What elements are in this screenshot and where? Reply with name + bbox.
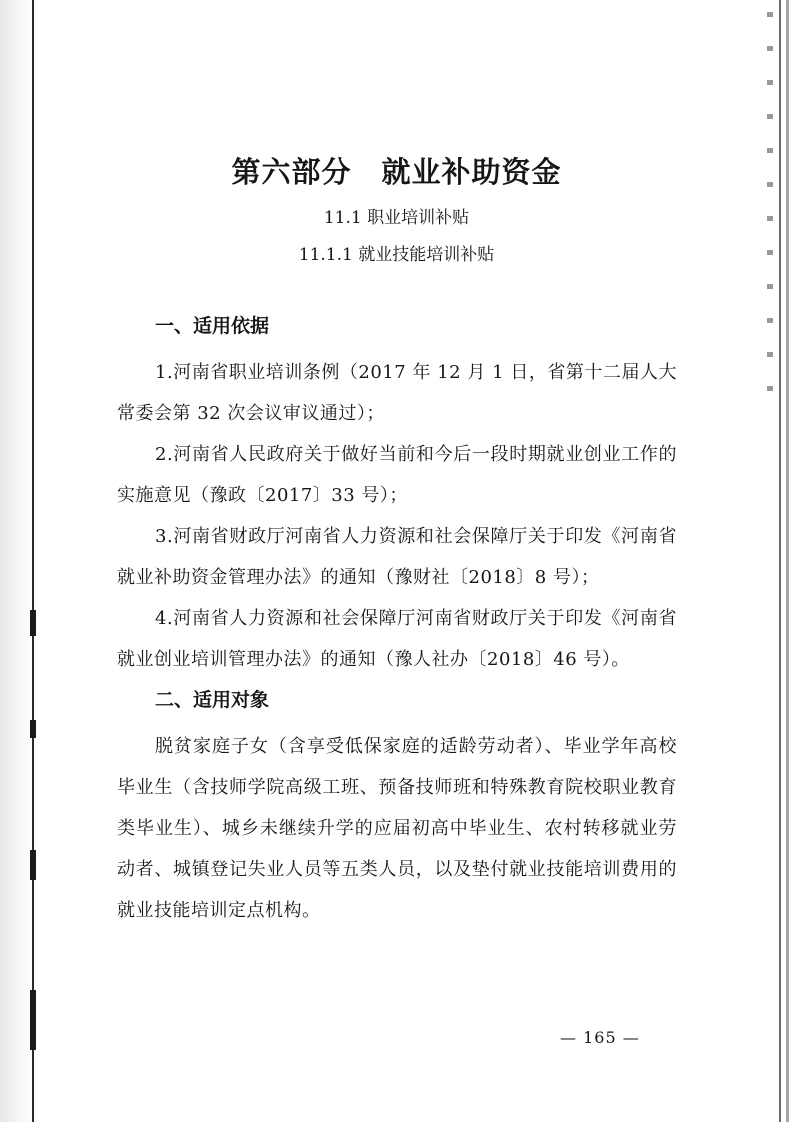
section-subtitle: 11.1 职业培训补贴 [323,208,470,228]
scan-marks-right [767,12,773,392]
binding-mark [30,850,36,880]
document-body [117,314,677,931]
binding-mark [30,720,36,738]
binding-mark [30,990,36,1050]
page-title: 第六部分 就业补助资金 [231,155,562,189]
targets-paragraph: 脱贫家庭子女（含享受低保家庭的适龄劳动者）、毕业学年高校毕业生（含技师学院高级工班、预备技师班和特殊教育院校职业教育类毕业生）、城乡未继续升学的应届初高中毕业生、农村转移就业劳动者、城镇登记失业人员等五类人员，以及垫付就业技能培训费用的就业技能培训定点机构。 [117,736,677,921]
basis-item: 3.河南省财政厅河南省人力资源和社会保障厅关于印发《河南省就业补助资金管理办法》的通知（豫财社〔2018〕8 号）； [117,526,677,588]
section-heading-basis: 一、适用依据 [155,315,270,337]
section-heading-targets: 二、适用对象 [155,689,270,711]
page-number: — 165 — [560,1028,640,1047]
basis-item: 4.河南省人力资源和社会保障厅河南省财政厅关于印发《河南省就业创业培训管理办法》的通知（豫人社办〔2018〕46 号）。 [117,608,677,670]
basis-item: 1.河南省职业培训条例（2017 年 12 月 1 日，省第十二届人大常委会第 32 次会议审议通过）； [117,362,677,424]
binding-mark [30,610,36,636]
subsection-subtitle: 11.1.1 就业技能培训补贴 [298,245,495,265]
basis-item: 2.河南省人民政府关于做好当前和今后一段时期就业创业工作的实施意见（豫政〔2017〕33 号）； [117,444,677,506]
